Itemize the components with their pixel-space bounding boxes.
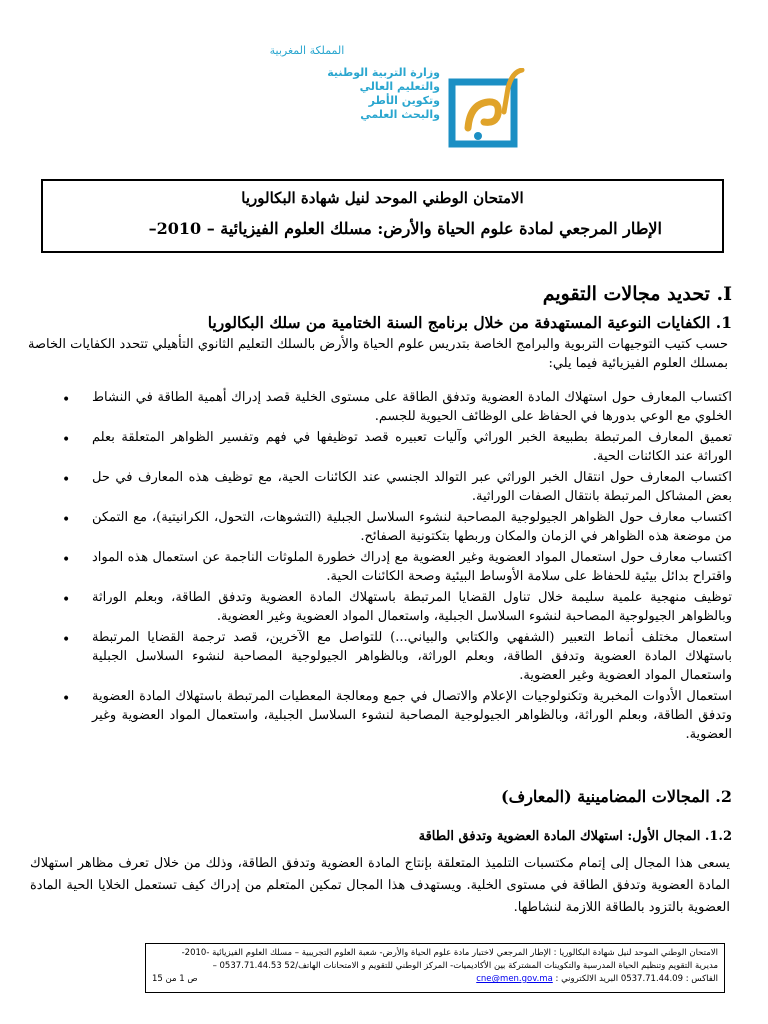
page-number: ص 1 من 15 [152, 974, 198, 984]
email-link[interactable]: cne@men.gov.ma [476, 974, 553, 984]
list-item [52, 628, 732, 685]
ministry-logo-icon [448, 68, 526, 150]
list-item-text: استعمال مختلف أنماط التعبير (الشفهي والكتابي والبياني...) للتواصل مع الآخرين، قصد ترجمة القضايا المرتبطة باستهلاك المادة العضوية وتدفق الطاقة، وبعلم الوراثة، وبالظواهر الجيولوجية المصاحبة لنشوء السلاسل الجبلية واستعمال المواد العضوية وغير العضوية. [92, 630, 732, 683]
list-item-text: اكتساب معارف حول الظواهر الجيولوجية المصاحبة لنشوء السلاسل الجبلية (التشوهات، التحول، الكرانيتية)، مع التمكن من موضعة هذه الظواهر في الزمان والمكان وربطها بتكتونية الصفائح. [92, 510, 732, 544]
bullet-icon: • [62, 552, 71, 568]
exam-title-box [41, 179, 724, 253]
footer-directorate-line: مديرية التقويم وتنظيم الحياة المدرسية والتكوينات المشتركة بين الأكاديميات- المركز الوطني للتقويم و الامتحانات الهاتف/52 0537.71.44.53 – [212, 961, 718, 971]
list-item [52, 428, 732, 466]
footer-contact [476, 973, 718, 986]
bullet-icon: • [62, 432, 71, 448]
list-item [52, 468, 732, 506]
list-item [52, 588, 732, 626]
body-paragraph: يسعى هذا المجال إلى إتمام مكتسبات التلميذ المتعلقة بإنتاج المادة العضوية وتدفق الطاقة، وذلك من خلال تعرف مظاهر استهلاك المادة العضوية وتدفق الطاقة في مستوى الخلية. ويستهدف هذا المجال تمكين المتعلم من إدراك كيف تستعمل الخلايا الحية المادة العضوية بالتزود بالطاقة اللازمة لنشاطها. [30, 856, 730, 915]
list-item [52, 388, 732, 426]
footer-contact-row [152, 973, 718, 986]
list-item [52, 508, 732, 546]
list-item-text: توظيف منهجية علمية سليمة خلال تناول القضايا المرتبطة باستهلاك المادة العضوية وتدفق الطاقة، وبعلم الوراثة وبالظواهر الجيولوجية المصاحبة لنشوء السلاسل الجبلية، واستعمال المواد العضوية وغير العضوية. [92, 590, 732, 624]
intro-paragraph: حسب كتيب التوجيهات التربوية والبرامج الخاصة بتدريس علوم الحياة والأرض بالسلك التعليم الثانوي التأهيلي تتحدد الكفايات الخاصة بمسلك العلوم الفيزيائية فيما يلي: [28, 337, 728, 371]
kingdom-label: المملكة المغربية [269, 44, 345, 57]
section-heading: 2. المجالات المضامينية (المعارف) [501, 787, 732, 806]
subsection-heading: 1. الكفايات النوعية المستهدفة من خلال برنامج السنة الختامية من سلك البكالوريا [207, 313, 732, 332]
list-item-text: اكتساب المعارف حول انتقال الخبر الوراثي عبر التوالد الجنسي عند الكائنات الحية، مع توظيف هذه المعارف في حل بعض المشاكل المرتبطة بانتقال الصفات الوراثية. [92, 470, 732, 504]
ministry-name [240, 66, 440, 122]
page-footer [145, 943, 725, 993]
section-heading: I. تحديد مجالات التقويم [542, 283, 732, 305]
list-item [52, 687, 732, 744]
ministry-line: وتكوين الأطر [368, 94, 440, 107]
exam-subtitle: الإطار المرجعي لمادة علوم الحياة والأرض: مسلك العلوم الفيزيائية – 2010– [148, 219, 662, 238]
footer-fax: الفاكس : 0537.71.44.09 البريد الالكتروني : [555, 974, 718, 984]
list-item [52, 548, 732, 586]
list-item-text: استعمال الأدوات المخبرية وتكنولوجيات الإعلام والاتصال في جمع ومعالجة المعطيات المرتبطة باستهلاك المادة العضوية وتدفق الطاقة، وبعلم الوراثة، وبالظواهر الجيولوجية المصاحبة لنشوء السلاسل الجبلية، واستعمال المواد العضوية وغير العضوية. [92, 689, 732, 742]
list-item-text: اكتساب معارف حول استعمال المواد العضوية وغير العضوية مع إدراك خطورة الملوثات الناجمة عن استعمال هذه المواد واقتراح بدائل بيئية للحفاظ على سلامة الأوساط البيئية وصحة الكائنات الحية. [92, 550, 732, 584]
bullet-icon: • [62, 691, 71, 707]
competencies-list [52, 388, 732, 746]
ministry-line: وزارة التربية الوطنية [327, 66, 440, 79]
footer-exam-line: الامتحان الوطني الموحد لنيل شهادة البكالوريا : الإطار المرجعي لاختبار مادة علوم الحياة والأرض- شعبة العلوم التجريبية – مسلك العلوم الفيزيائية -2010- [181, 948, 718, 958]
ministry-line: والبحث العلمي [360, 108, 440, 121]
bullet-icon: • [62, 472, 71, 488]
bullet-icon: • [62, 632, 71, 648]
subsection-heading: 1.2. المجال الأول: استهلاك المادة العضوية وتدفق الطاقة [418, 829, 732, 844]
list-item-text: تعميق المعارف المرتبطة بطبيعة الخبر الوراثي وآليات تعبيره قصد توظيفها في فهم وتفسير الظواهر المتعلقة بعلم الوراثة عند الكائنات الحية. [92, 430, 732, 464]
bullet-icon: • [62, 512, 71, 528]
bullet-icon: • [62, 592, 71, 608]
list-item-text: اكتساب المعارف حول استهلاك المادة العضوية وتدفق الطاقة على مستوى الخلية قصد إدراك أهمية الطاقة في النشاط الخلوي مع الوعي بدورها في الحفاظ على الوظائف الحيوية للجسم. [92, 390, 732, 424]
ministry-line: والتعليم العالي [359, 80, 440, 93]
exam-title: الامتحان الوطني الموحد لنيل شهادة البكالوريا [241, 189, 524, 207]
bullet-icon: • [62, 392, 71, 408]
